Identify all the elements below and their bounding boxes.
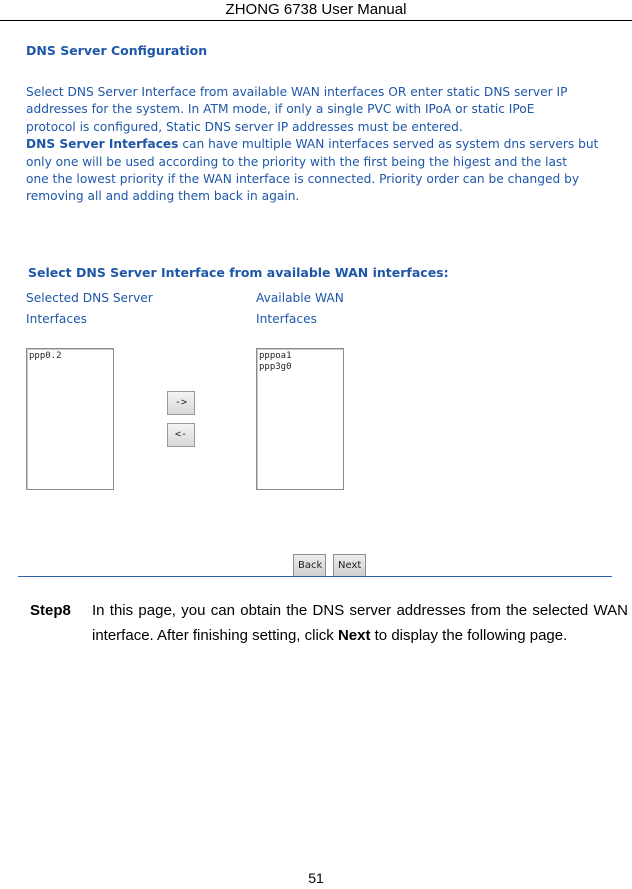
step-text-before: In this page, you can obtain the DNS server addresses from the selected WAN interface. After finishing setting, click	[92, 602, 628, 644]
selected-label-line: Interfaces	[26, 312, 87, 326]
list-item[interactable]: ppp3g0	[259, 362, 292, 372]
back-button[interactable]: Back	[293, 554, 326, 577]
step-label: Step8	[30, 602, 71, 619]
description-line: one the lowest priority if the WAN interface is connected. Priority order can be changed by	[26, 172, 580, 187]
next-button[interactable]: Next	[333, 554, 366, 577]
step-next-term: Next	[337, 627, 371, 644]
page-header	[0, 0, 632, 21]
description-line: addresses for the system. In ATM mode, if only a single PVC with IPoA or static IPoE	[26, 102, 535, 117]
selected-interfaces-list[interactable]	[26, 348, 114, 490]
page-number: 51	[308, 870, 324, 886]
interfaces-text: can have multiple WAN interfaces served as system dns servers but	[178, 137, 599, 152]
section-title: DNS Server Configuration	[26, 43, 208, 58]
remove-interface-button[interactable]: <-	[167, 423, 195, 447]
divider	[18, 576, 612, 577]
dns-config-screenshot	[0, 22, 632, 582]
interfaces-term: DNS Server Interfaces	[26, 137, 179, 152]
description-line: protocol is configured, Static DNS server IP addresses must be entered.	[26, 119, 463, 134]
available-label-line: Interfaces	[256, 312, 317, 326]
available-label-line: Available WAN	[256, 291, 344, 305]
selected-interfaces-label	[26, 288, 196, 330]
select-interface-title: Select DNS Server Interface from available WAN interfaces:	[28, 265, 449, 280]
interfaces-line	[26, 136, 616, 153]
description-line: removing all and adding them back in again.	[26, 189, 300, 204]
description	[26, 84, 616, 206]
add-interface-button[interactable]: ->	[167, 391, 195, 415]
available-interfaces-label	[256, 288, 426, 330]
selected-label-line: Selected DNS Server	[26, 291, 153, 305]
available-interfaces-list[interactable]	[256, 348, 344, 490]
description-line: Select DNS Server Interface from available WAN interfaces OR enter static DNS server IP	[26, 85, 568, 99]
step-text-after: to display the following page.	[370, 627, 568, 644]
description-line: only one will be used according to the priority with the first being the higest and the last	[26, 154, 568, 169]
list-item[interactable]: ppp0.2	[29, 351, 62, 361]
manual-title: ZHONG 6738 User Manual	[225, 1, 407, 18]
step-text	[92, 598, 628, 648]
list-item[interactable]: pppoa1	[259, 351, 292, 361]
